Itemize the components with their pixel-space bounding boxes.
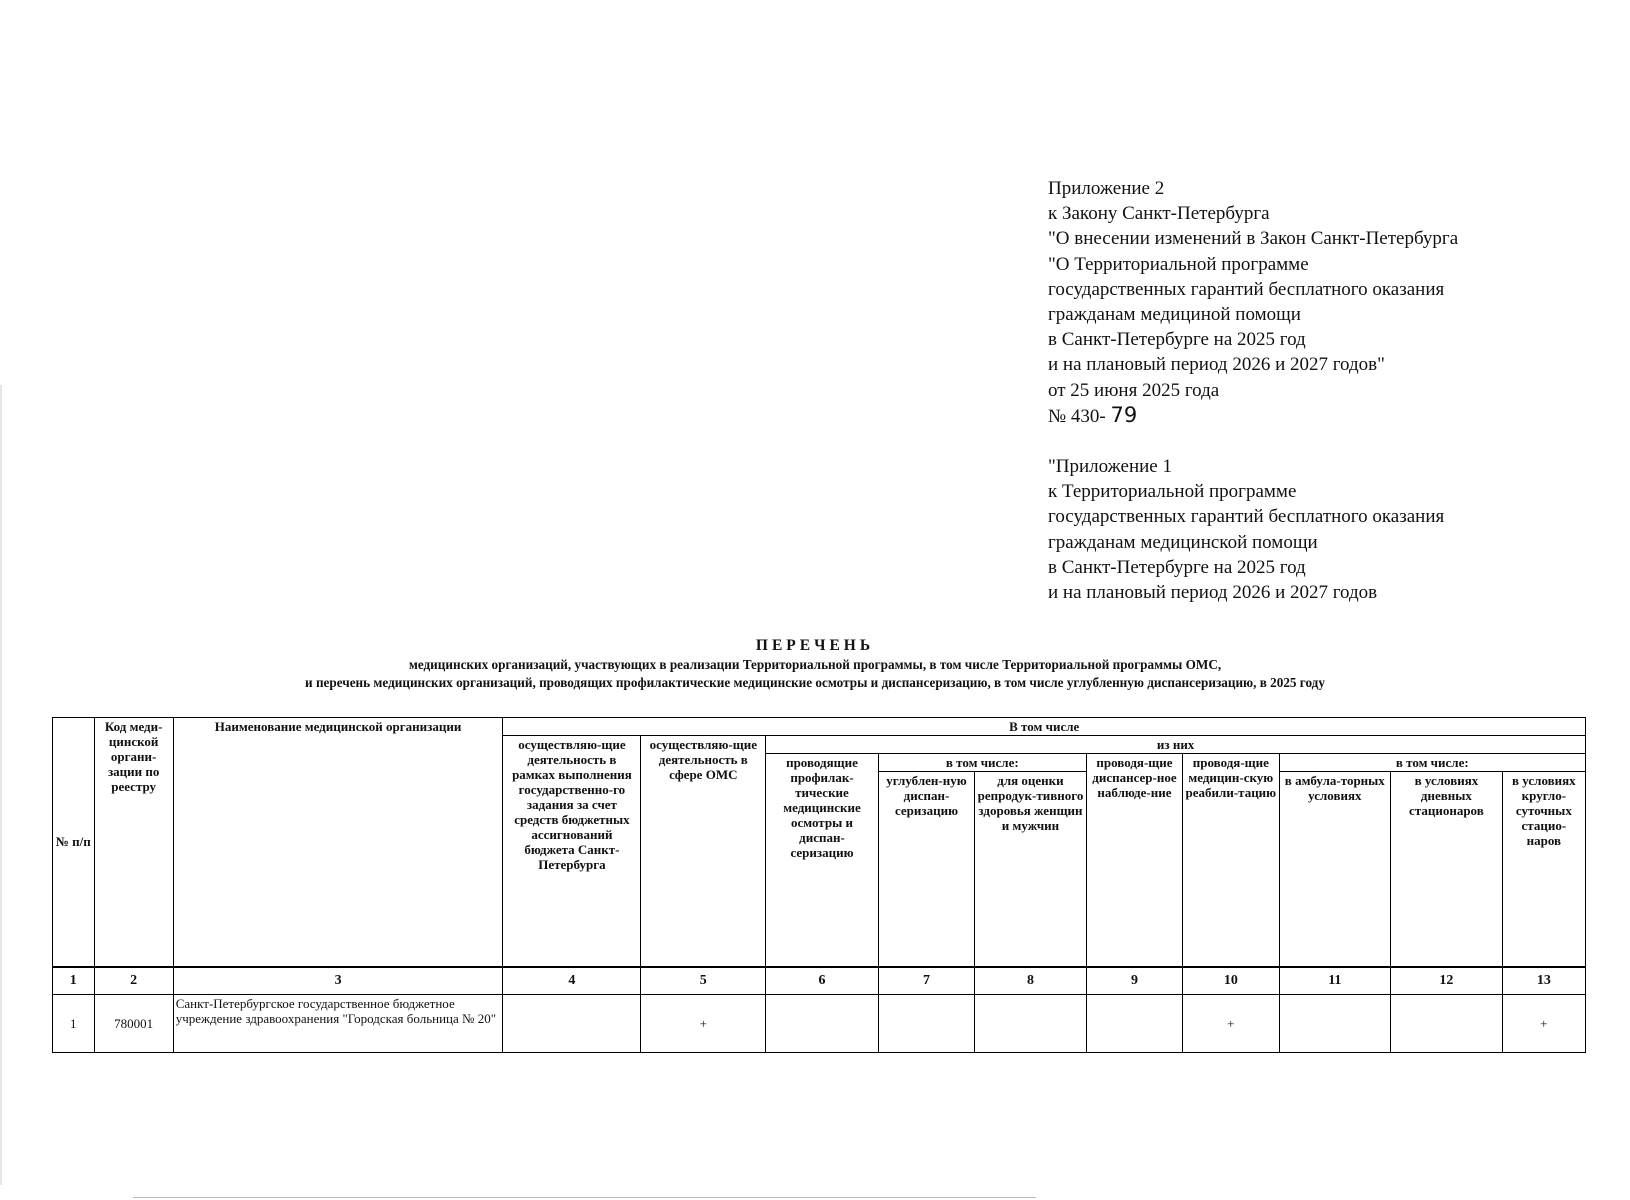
appendix-line: от 25 июня 2025 года (1048, 379, 1220, 401)
row-c12 (1391, 994, 1503, 1052)
header-of-them: из них (766, 736, 1586, 754)
row-org-name: Санкт-Петербургское государственное бюджетное учреждение здравоохранения "Городская больница № 20" (173, 994, 503, 1052)
law-number-prefix: № 430- (1048, 405, 1106, 427)
row-c11 (1279, 994, 1391, 1052)
column-number: 4 (503, 967, 641, 995)
page-bottom-rule (133, 1197, 1036, 1198)
row-c4 (503, 994, 641, 1052)
header-including: В том числе (503, 718, 1586, 736)
header-col10: проводя-щие медицин-скую реабили-тацию (1183, 754, 1279, 967)
header-col7: углублен-ную диспан-серизацию (878, 772, 974, 967)
header-col11: в амбула-торных условиях (1279, 772, 1391, 967)
header-col6: проводящие профилак-тические медицинские осмотры и диспан-серизацию (766, 754, 879, 967)
title-line-1: медицинских организаций, участвующих в реализации Территориальной программы, в том числе Территориальной программы ОМС, (408, 657, 1222, 672)
header-col8: для оценки репродук-тивного здоровья женщин и мужчин (975, 772, 1087, 967)
row-c13: + (1502, 994, 1585, 1052)
header-col5: осуществляю-щие деятельность в сфере ОМС (641, 736, 766, 967)
column-number: 7 (878, 967, 974, 995)
header-col12: в условиях дневных стационаров (1391, 772, 1503, 967)
row-code: 780001 (94, 994, 173, 1052)
row-c9 (1086, 994, 1182, 1052)
appendix-line: и на плановый период 2026 и 2027 годов (1048, 582, 1378, 604)
appendix-line: государственных гарантий бесплатного оказания (1048, 278, 1445, 300)
column-number: 13 (1502, 967, 1585, 995)
column-number: 3 (173, 967, 503, 995)
title-line-2: и перечень медицинских организаций, проводящих профилактические медицинские осмотры и диспансеризацию, в том числе углубленную диспансеризацию, в 2025 году (305, 675, 1325, 690)
law-number (1048, 403, 1458, 429)
column-number-row (53, 967, 1586, 995)
column-number: 9 (1086, 967, 1182, 995)
document-title (40, 636, 1590, 692)
column-number: 11 (1279, 967, 1391, 995)
appendix-line: в Санкт-Петербурге на 2025 год (1048, 556, 1306, 578)
header-name: Наименование медицинской организации (173, 718, 503, 967)
row-c5: + (641, 994, 766, 1052)
header-col13: в условиях кругло-суточных стацио-наров (1502, 772, 1585, 967)
header-incl-a: в том числе: (878, 754, 1086, 772)
appendix-line: гражданам медицинской помощи (1048, 531, 1318, 553)
scan-edge-mark (0, 385, 2, 1185)
column-number: 12 (1391, 967, 1503, 995)
appendix-line: "О Территориальной программе (1048, 253, 1309, 275)
table-row (53, 994, 1586, 1052)
row-c7 (878, 994, 974, 1052)
appendix-line: и на плановый период 2026 и 2027 годов" (1048, 354, 1385, 376)
appendix-line: Приложение 2 (1048, 178, 1165, 199)
appendix-line: государственных гарантий бесплатного оказания (1048, 506, 1445, 528)
header-incl-b: в том числе: (1279, 754, 1585, 772)
appendix-line: "Приложение 1 (1048, 456, 1172, 478)
column-number: 1 (53, 967, 95, 995)
appendix-line: в Санкт-Петербурге на 2025 год (1048, 329, 1306, 351)
column-number: 8 (975, 967, 1087, 995)
header-col9: проводя-щие диспансер-ное наблюде-ние (1086, 754, 1182, 967)
law-number-handwritten: 79 (1110, 402, 1138, 427)
appendix-header (1048, 176, 1458, 605)
row-c8 (975, 994, 1087, 1052)
appendix-line: к Территориальной программе (1048, 481, 1297, 503)
organizations-table (52, 717, 1586, 1053)
header-num: № п/п (53, 718, 95, 967)
appendix-line: гражданам медициной помощи (1048, 304, 1301, 326)
column-number: 10 (1183, 967, 1279, 995)
column-number: 5 (641, 967, 766, 995)
column-number: 2 (94, 967, 173, 995)
row-c10: + (1183, 994, 1279, 1052)
header-col4: осуществляю-щие деятельность в рамках выполнения государственно-го задания за счет средств бюджетных ассигнований бюджета Санкт-Петербурга (503, 736, 641, 967)
header-code: Код меди-цинской органи-зации по реестру (94, 718, 173, 967)
appendix-line: к Закону Санкт-Петербурга (1048, 203, 1270, 225)
row-num: 1 (53, 994, 95, 1052)
column-number: 6 (766, 967, 879, 995)
title-heading: ПЕРЕЧЕНЬ (755, 637, 875, 654)
appendix-line: "О внесении изменений в Закон Санкт-Петербурга (1048, 228, 1459, 250)
row-c6 (766, 994, 879, 1052)
